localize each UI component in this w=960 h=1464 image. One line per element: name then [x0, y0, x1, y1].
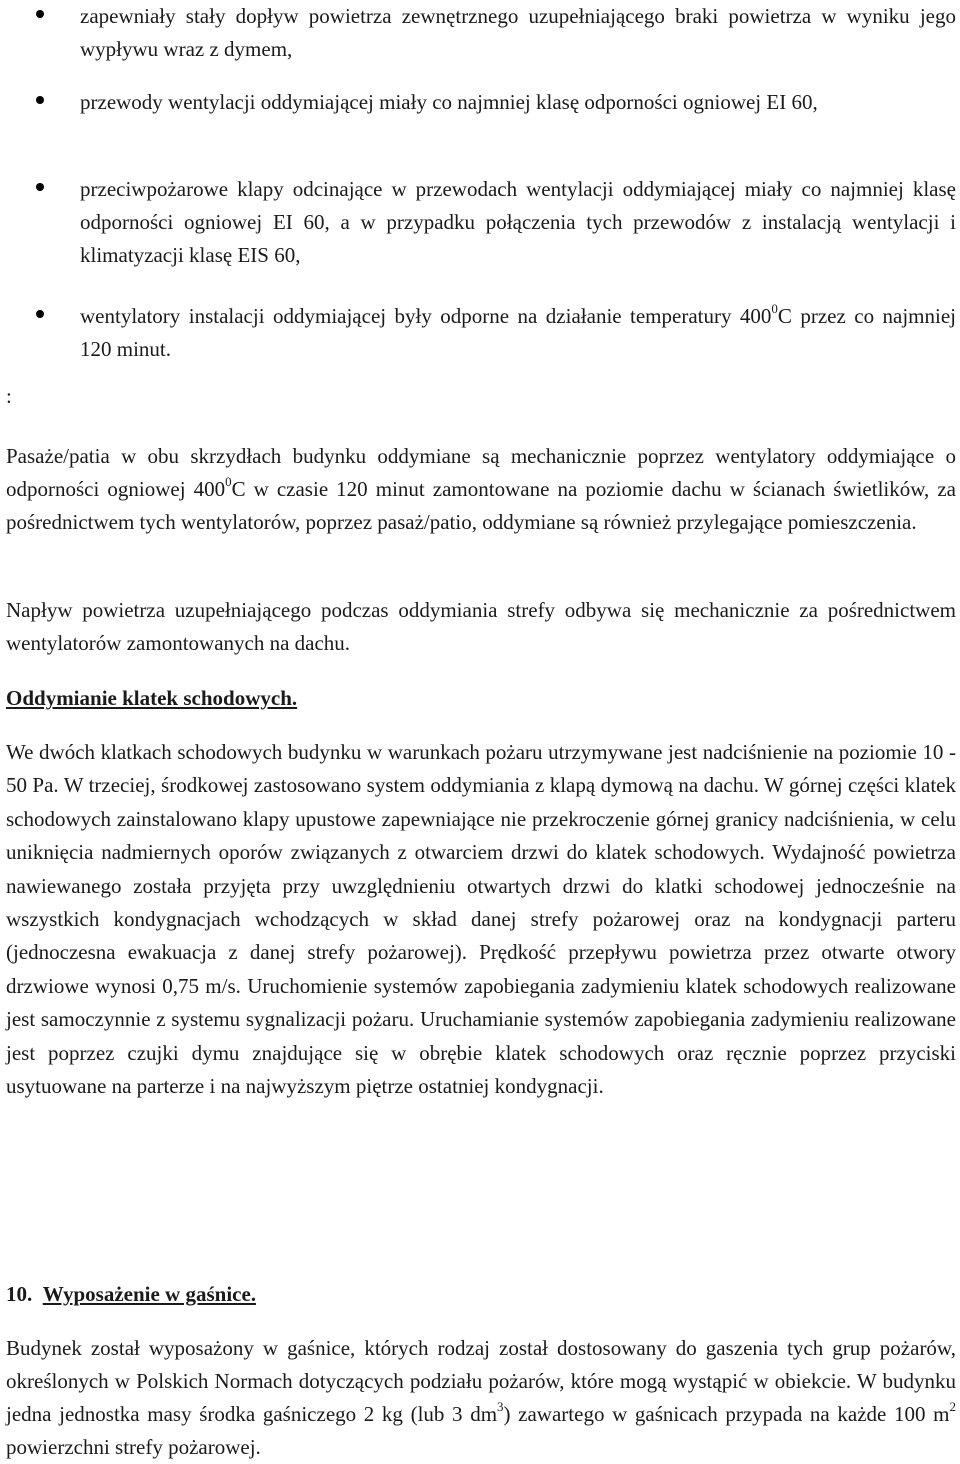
superscript: 2 [949, 1399, 956, 1414]
section-number: 10. [6, 1282, 33, 1306]
superscript: 3 [497, 1399, 504, 1414]
paragraph-text: Pasaże/patia w obu skrzydłach budynku oddymiane są mechanicznie poprzez wentylatory oddymiające o odporności ogniowej 400 [6, 444, 956, 501]
bullet-dot-icon [36, 183, 44, 191]
bullet-text: zapewniały stały dopływ powietrza zewnętrznego uzupełniającego braki powietrza w wyniku jego wypływu wraz z dymem, [80, 4, 956, 61]
bullet-dot-icon [36, 96, 44, 104]
bullet-text [80, 300, 956, 366]
bullet-text-part: C przez co najmniej 120 minut. [80, 304, 956, 361]
paragraph-text: ) zawartego w gaśnicach przypada na każde 100 m [503, 1402, 950, 1426]
bullet-text-part: wentylatory instalacji oddymiającej były odporne na działanie temperatury 400 [80, 304, 772, 328]
paragraph-klatki: We dwóch klatkach schodowych budynku w warunkach pożaru utrzymywane jest nadciśnienie na poziomie 10 - 50 Pa. W trzeciej, środkowej zastosowano system oddymiania z klapą dymową na dachu. W górnej części klatek schodowych zainstalowano klapy upustowe zapewniające nie przekroczenie górnej granicy nadciśnienia, w celu uniknięcia nadmiernych oporów związanych z otwarciem drzwi do klatek schodowych. Wydajność powietrza nawiewanego została przyjęta przy uwzględnieniu otwartych drzwi do klatki schodowej jednocześnie na wszystkich kondygnacjach wchodzących w skład danej strefy pożarowej oraz na kondygnacji parteru (jednoczesna ewakuacja z danej strefy pożarowej). Prędkość przepływu powietrza przez otwarte otwory drzwiowe wynosi 0,75 m/s. Uruchomienie systemów zapobiegania zadymieniu klatek schodowych realizowane jest samoczynnie z systemu sygnalizacji pożaru. Uruchamianie systemów zapobiegania zadymieniu realizowane jest poprzez czujki dymu znajdujące się w obrębie klatek schodowych oraz ręcznie poprzez przyciski usytuowane na parterze i na najwyższym piętrze ostatniej kondygnacji. [6, 740, 956, 1099]
section-title: Wyposażenie w gaśnice. [42, 1282, 257, 1306]
paragraph-text: Budynek został wyposażony w gaśnice, których rodzaj został dostosowany do gaszenia tych grup pożarów, określonych w Polskich Normach dotyczących podziału pożarów, które mogą wystąpić w obiekcie. W budynku jedna jednostka masy środka gaśniczego 2 kg (lub 3 dm [6, 1336, 956, 1426]
bullet-text: przeciwpożarowe klapy odcinające w przewodach wentylacji oddymiającej miały co najmniej klasę odporności ogniowej EI 60, a w przypadku połączenia tych przewodów z instalacją wentylacji i klimatyzacji klasę EIS 60, [80, 177, 956, 267]
paragraph-text: C w czasie 120 minut zamontowane na poziomie dachu w ścianach świetlików, za pośrednictwem tych wentylatorów, poprzez pasaż/patio, oddymiane są również przylegające pomieszczenia. [6, 477, 956, 534]
bullet-dot-icon [36, 310, 44, 318]
superscript: 0 [225, 474, 232, 489]
bullet-dot-icon [36, 10, 44, 18]
section-heading-10 [6, 1278, 256, 1311]
superscript: 0 [771, 301, 778, 316]
paragraph-text: powierzchni strefy pożarowej. [6, 1435, 261, 1459]
paragraph-gasnice [6, 1332, 956, 1464]
paragraph-pasaze [6, 440, 956, 539]
bullet-text: przewody wentylacji oddymiającej miały co najmniej klasę odporności ogniowej EI 60, [80, 90, 818, 114]
stray-colon: : [6, 384, 12, 408]
section-heading-klatek: Oddymianie klatek schodowych. [6, 686, 298, 710]
paragraph-naplyw: Napływ powietrza uzupełniającego podczas oddymiania strefy odbywa się mechanicznie za pośrednictwem wentylatorów zamontowanych na dachu. [6, 598, 956, 655]
